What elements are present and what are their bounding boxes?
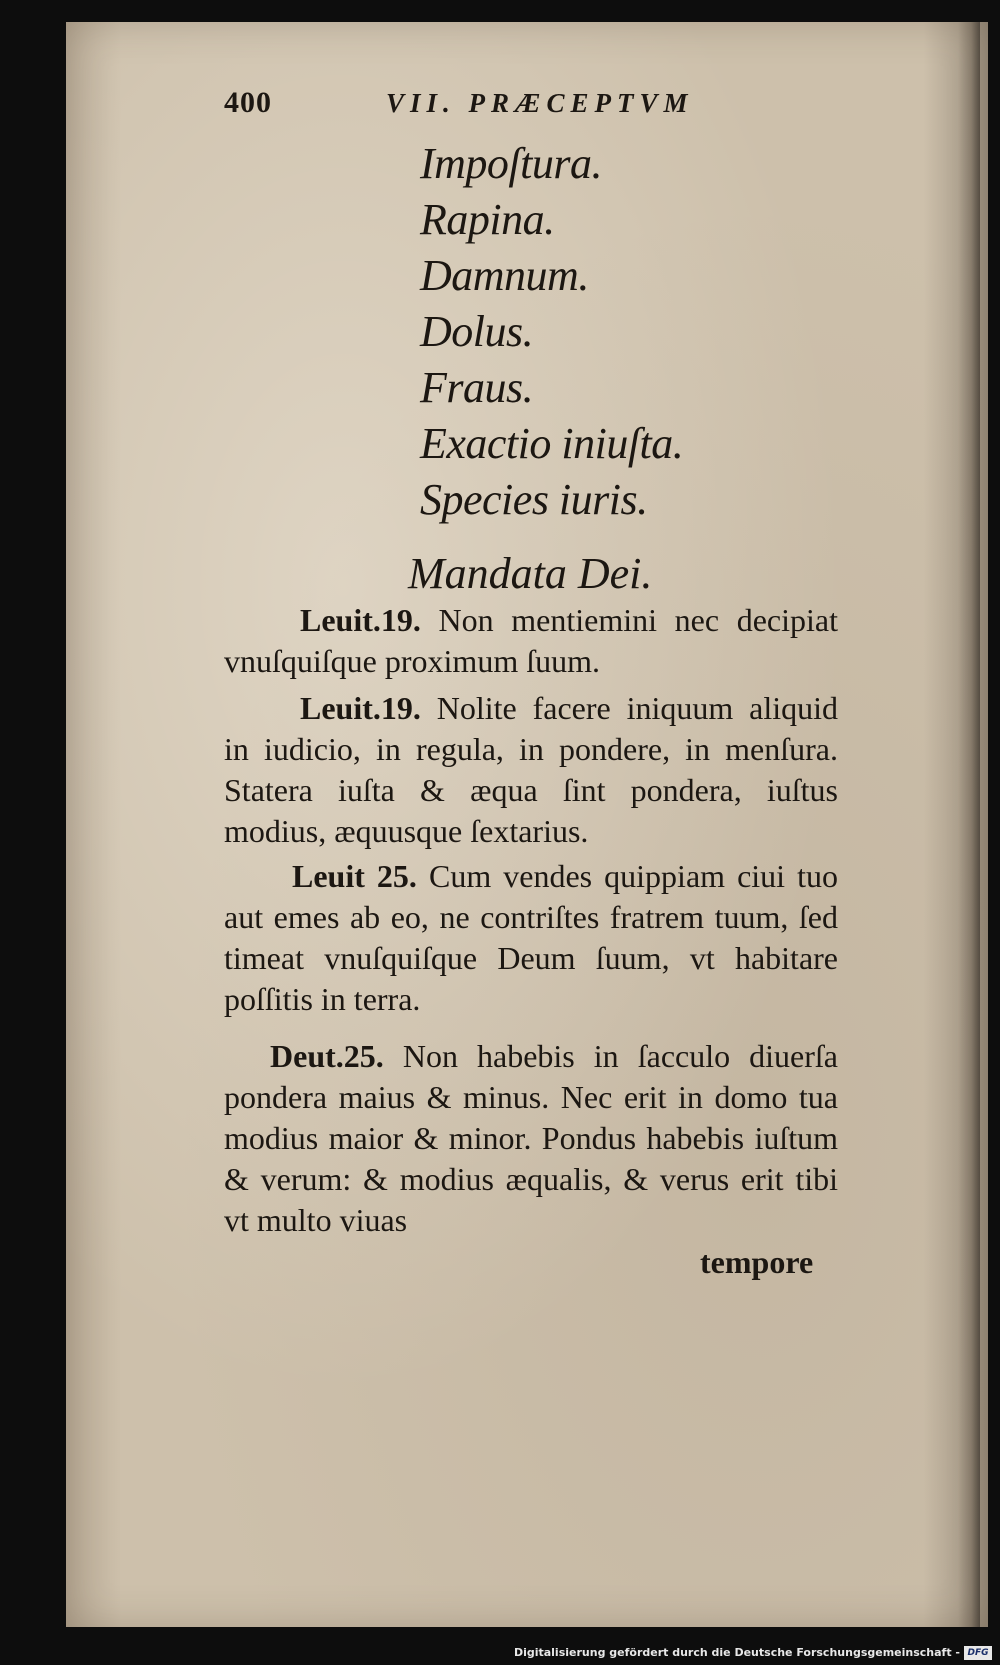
scripture-paragraph bbox=[224, 1036, 838, 1241]
term-item: Exactio iniuſta. bbox=[420, 419, 684, 468]
term-item: Damnum. bbox=[420, 251, 589, 300]
term-item: Dolus. bbox=[420, 307, 534, 356]
scripture-reference: Leuit.19. bbox=[300, 690, 421, 726]
dfg-logo-icon: DFG bbox=[964, 1646, 992, 1660]
scripture-reference: Leuit 25. bbox=[292, 858, 417, 894]
paragraph-text: Cum vendes quippiam ciui tuo aut emes ab eo, ne contriſtes fratrem tuum, ſed timeat vnuſquiſque Deum ſuum, vt habitare poſſitis in terra. bbox=[224, 858, 839, 1017]
catchword: tempore bbox=[700, 1244, 814, 1280]
term-item: Impoſtura. bbox=[420, 139, 602, 188]
scripture-paragraph bbox=[224, 688, 838, 852]
paragraph-text: Non mentiemini nec decipiat vnuſquiſque proximum ſuum. bbox=[224, 602, 838, 679]
scripture-reference: Leuit.19. bbox=[300, 602, 421, 638]
scripture-paragraph bbox=[224, 856, 838, 1020]
scripture-paragraph bbox=[224, 600, 838, 682]
page-edge-shadow bbox=[958, 22, 980, 1627]
term-item: Rapina. bbox=[420, 195, 555, 244]
paragraph-text: Non habebis in ſacculo diuerſa pondera maius & minus. Nec erit in domo tua modius maior & minor. Pondus habebis iuſtum & verum: & modius æqualis, & verus erit tibi vt multo viuas bbox=[224, 1038, 839, 1238]
term-item: Fraus. bbox=[420, 363, 534, 412]
term-list bbox=[420, 136, 683, 528]
page-number: 400 bbox=[224, 86, 272, 119]
footer-bar bbox=[0, 1642, 1000, 1665]
paragraph-text: Nolite facere iniquum aliquid in iudicio, in regula, in pondere, in menſura. Statera iuſta & æqua ſint pondera, iuſtus modius, æquusque ſextarius. bbox=[224, 690, 839, 849]
scripture-reference: Deut.25. bbox=[270, 1038, 384, 1074]
page-header bbox=[224, 86, 784, 126]
section-heading: Mandata Dei. bbox=[408, 549, 653, 598]
funding-credit: Digitalisierung gefördert durch die Deutsche Forschungsgemeinschaft - bbox=[513, 1646, 960, 1659]
term-item: Species iuris. bbox=[420, 475, 648, 524]
running-head: VII. PRÆCEPTVM bbox=[386, 88, 694, 118]
